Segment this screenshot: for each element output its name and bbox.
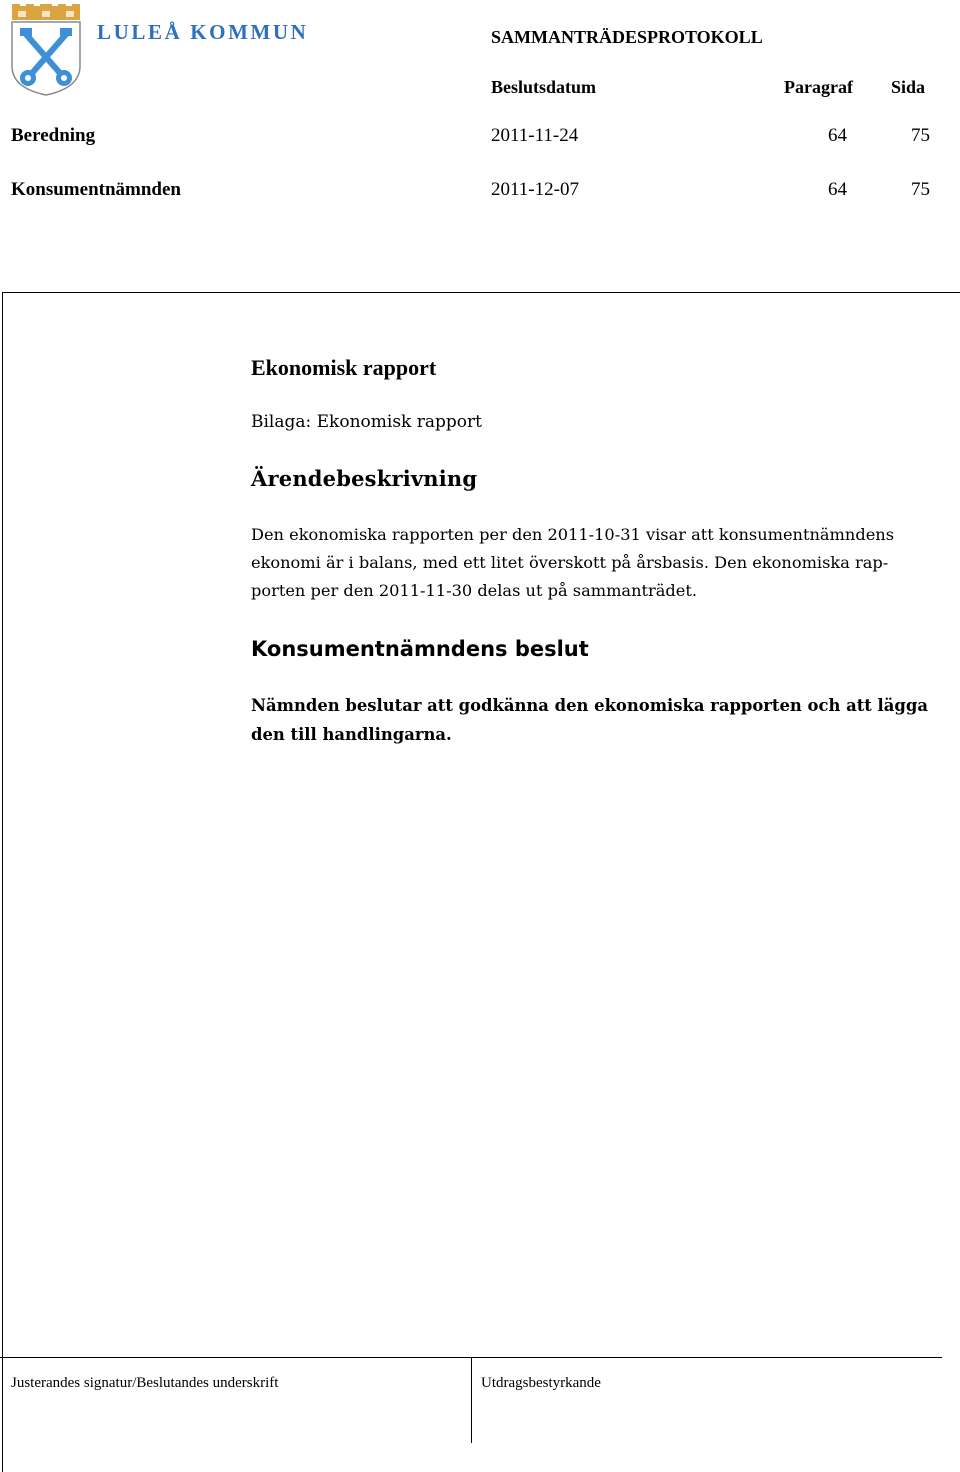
- description-line: porten per den 2011-11-30 delas ut på sammanträdet.: [251, 581, 697, 600]
- meeting-name: Beredning: [11, 125, 96, 146]
- description-line: Den ekonomiska rapporten per den 2011-10-31 visar att konsumentnämndens: [251, 525, 895, 544]
- meeting-page: 75: [911, 179, 930, 200]
- brand-name: LULEÅ KOMMUN: [97, 20, 309, 44]
- footer-column-divider: [471, 1357, 472, 1443]
- meeting-date: 2011-12-07: [491, 179, 579, 200]
- meeting-paragraph: 64: [828, 125, 847, 146]
- decision-heading: Konsumentnämndens beslut: [251, 637, 589, 661]
- decision-line: den till handlingarna.: [251, 725, 452, 744]
- description-line: ekonomi är i balans, med ett litet överskott på årsbasis. Den ekonomiska rap-: [251, 553, 889, 572]
- lulea-coat-of-arms-icon: [10, 4, 82, 96]
- certification-label: Utdragsbestyrkande: [481, 1375, 601, 1391]
- attachment-note: Bilaga: Ekonomisk rapport: [251, 412, 482, 432]
- description-heading: Ärendebeskrivning: [251, 466, 478, 491]
- signature-label: Justerandes signatur/Beslutandes underskrift: [11, 1375, 279, 1391]
- decision-line: Nämnden beslutar att godkänna den ekonomiska rapporten och att lägga: [251, 696, 928, 715]
- meeting-name: Konsumentnämnden: [11, 179, 181, 200]
- meeting-paragraph: 64: [828, 179, 847, 200]
- protocol-title: SAMMANTRÄDESPROTOKOLL: [491, 27, 763, 47]
- minutes-content: [251, 353, 951, 749]
- decision-text: [251, 691, 951, 749]
- meeting-date: 2011-11-24: [491, 125, 579, 146]
- column-header-paragraph: Paragraf: [784, 77, 853, 97]
- description-text: [251, 521, 951, 605]
- item-title: Ekonomisk rapport: [251, 355, 437, 380]
- column-header-page: Sida: [891, 77, 926, 97]
- column-header-date: Beslutsdatum: [491, 77, 597, 97]
- meeting-page: 75: [911, 125, 930, 146]
